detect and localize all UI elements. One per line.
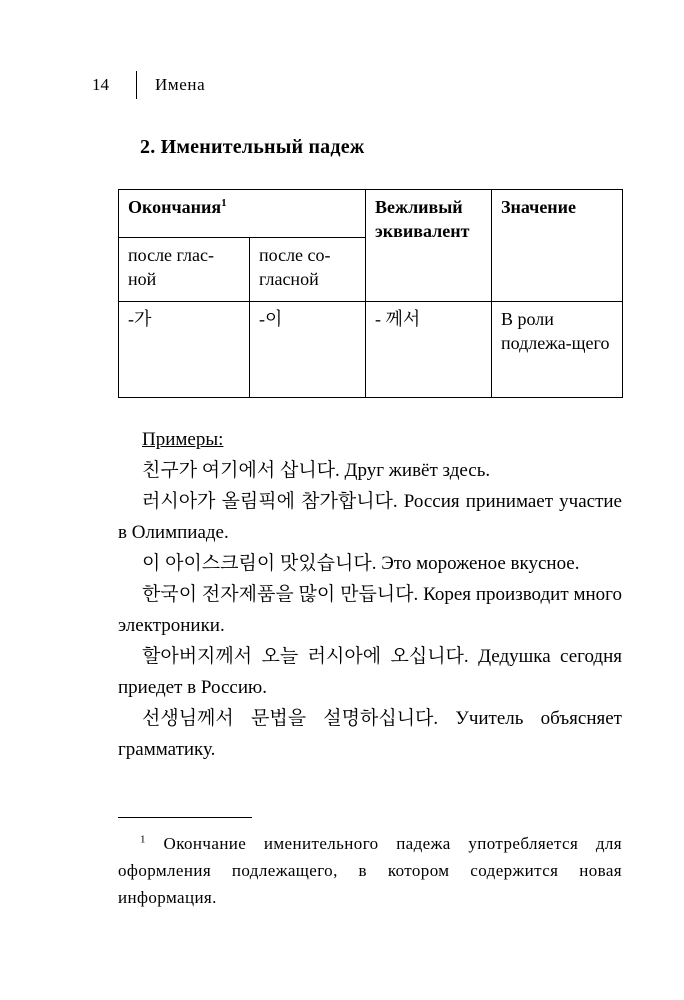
footnote-rule: [118, 817, 252, 818]
header-divider: [136, 71, 137, 99]
table-cell-meaning: В роли подлежа-щего: [492, 302, 623, 398]
table-header-row: [119, 190, 623, 238]
footnote-mark: 1: [140, 833, 146, 846]
page-number: 14: [92, 75, 109, 94]
example-sentence-4: 한국이 전자제품을 많이 만듭니다. Корея производит много электроники.: [118, 584, 622, 636]
examples-section: [118, 424, 622, 765]
examples-heading: [118, 424, 622, 455]
page-header: [92, 70, 622, 100]
example-sentence-6: 선생님께서 문법을 설명하십니다. Учитель объясняет грамматику.: [118, 708, 622, 760]
running-header-title: Имена: [155, 75, 206, 94]
example-sentence-3: 이 아이스크림이 맛있습니다. Это мороженое вкусное.: [142, 553, 580, 574]
table-cell-consonant-ending: -이: [250, 302, 366, 398]
table-cell-polite-ending: - 께서: [366, 302, 492, 398]
table-header-polite: Вежливый эквивалент: [366, 190, 492, 302]
footnote-section: [118, 817, 622, 911]
footnote: [118, 830, 622, 911]
section-title: 2. Именительный падеж: [140, 136, 365, 158]
table-header-meaning: Значение: [492, 190, 623, 302]
table-subheader-after-consonant: после со-гласной: [250, 238, 366, 302]
table-header-endings-label: Окончания: [128, 197, 222, 217]
endings-table: [118, 189, 623, 398]
table-cell-vowel-ending: -가: [119, 302, 250, 398]
table-header-endings: [119, 190, 366, 238]
example-sentence-5: 할아버지께서 오늘 러시아에 오십니다. Дедушка сегодня приедет в Россию.: [118, 646, 622, 698]
page-content: [118, 136, 622, 911]
footnote-reference-mark: 1: [221, 197, 227, 209]
example-sentence-1: 친구가 여기에서 삽니다. Друг живёт здесь.: [142, 460, 491, 481]
examples-heading-label: Примеры:: [142, 429, 224, 450]
example-sentence-2: 러시아가 올림픽에 참가합니다. Россия принимает участие в Олимпиаде.: [118, 491, 622, 543]
footnote-text: Окончание именительного падежа употребляется для оформления подлежащего, в котором содержится новая информация.: [118, 834, 622, 907]
table-subheader-after-vowel: после глас-ной: [119, 238, 250, 302]
table-data-row: [119, 302, 623, 398]
